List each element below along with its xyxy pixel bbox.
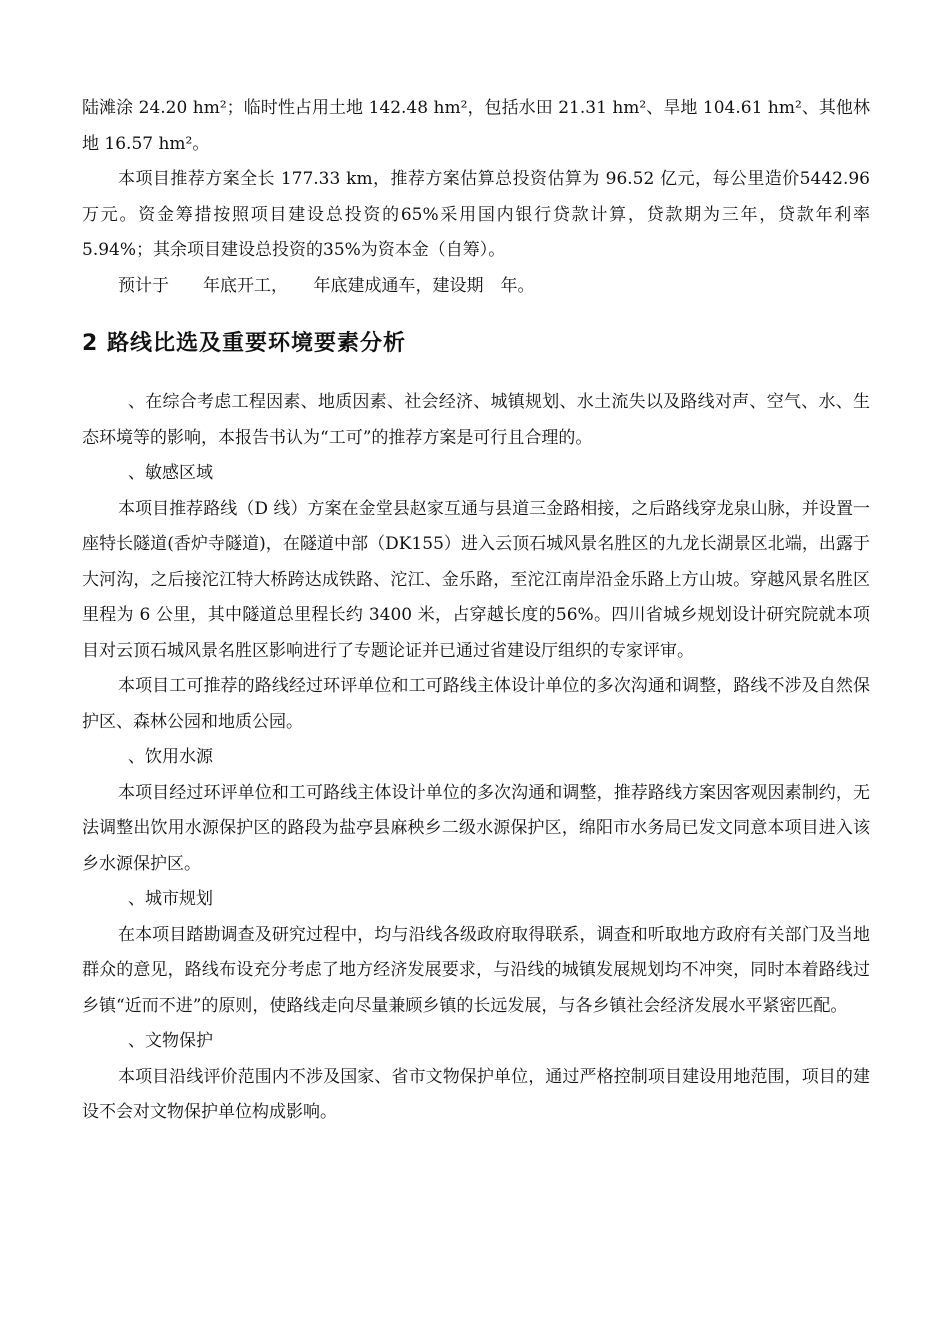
sensitive-area-paragraph-2: 本项目工可推荐的路线经过环评单位和工可路线主体设计单位的多次沟通和调整，路线不涉及自然保护区、森林公园和地质公园。 — [82, 676, 870, 732]
city-planning-title: 、城市规划 — [128, 889, 213, 909]
water-source-paragraph: 本项目经过环评单位和工可路线主体设计单位的多次沟通和调整，推荐路线方案因客观因素制约，无法调整出饮用水源保护区的路段为盐亭县麻秧乡二级水源保护区，绵阳市水务局已发文同意本项目进入该乡水源保护区。 — [82, 782, 870, 874]
sensitive-area-title: 、敏感区域 — [128, 463, 213, 483]
water-source-title: 、饮用水源 — [128, 747, 213, 767]
schedule-paragraph: 预计于 年底开工， 年底建成通车，建设期 年。 — [118, 275, 535, 296]
cultural-relic-paragraph: 本项目沿线评价范围内不涉及国家、省市文物保护单位，通过严格控制项目建设用地范围，项目的建设不会对文物保护单位构成影响。 — [82, 1066, 870, 1122]
section-intro-paragraph: 、在综合考虑工程因素、地质因素、社会经济、城镇规划、水土流失以及路线对声、空气、水、生态环境等的影响，本报告书认为“工可”的推荐方案是可行且合理的。 — [82, 392, 870, 448]
section-heading: 2 路线比选及重要环境要素分析 — [82, 331, 406, 356]
document-body — [82, 91, 870, 1131]
sensitive-area-paragraph-1: 本项目推荐路线（D 线）方案在金堂县赵家互通与县道三金路相接，之后路线穿龙泉山脉，并设置一座特长隧道(香炉寺隧道)，在隧道中部（DK155）进入云顶石城风景名胜区的九龙长湖景区北端，出露于大河沟，之后接沱江特大桥跨达成铁路、沱江、金乐路，至沱江南岸沿金乐路上方山坡。穿越风景名胜区里程为 6 公里，其中隧道总里程长约 3400 米，占穿越长度的56%。四川省城乡规划设计研究院就本项目对云顶石城风景名胜区影响进行了专题论证并已通过省建设厅组织的专家评审。 — [82, 498, 870, 661]
land-use-paragraph: 陆滩涂 24.20 hm²；临时性占用土地 142.48 hm²，包括水田 21.31 hm²、旱地 104.61 hm²、其他林地 16.57 hm²。 — [82, 98, 870, 154]
city-planning-paragraph: 在本项目踏勘调查及研究过程中，均与沿线各级政府取得联系，调查和听取地方政府有关部门及当地群众的意见，路线布设充分考虑了地方经济发展要求，与沿线的城镇发展规划均不冲突，同时本着路线过乡镇“近而不进”的原则，使路线走向尽量兼顾乡镇的长远发展，与各乡镇社会经济发展水平紧密匹配。 — [82, 924, 870, 1016]
investment-paragraph: 本项目推荐方案全长 177.33 km，推荐方案估算总投资估算为 96.52 亿元，每公里造价5442.96万元。资金筹措按照项目建设总投资的65%采用国内银行贷款计算，贷款期为三年，贷款年利率5.94%；其余项目建设总投资的35%为资本金（自筹）。 — [82, 169, 870, 260]
cultural-relic-title: 、文物保护 — [128, 1031, 213, 1051]
